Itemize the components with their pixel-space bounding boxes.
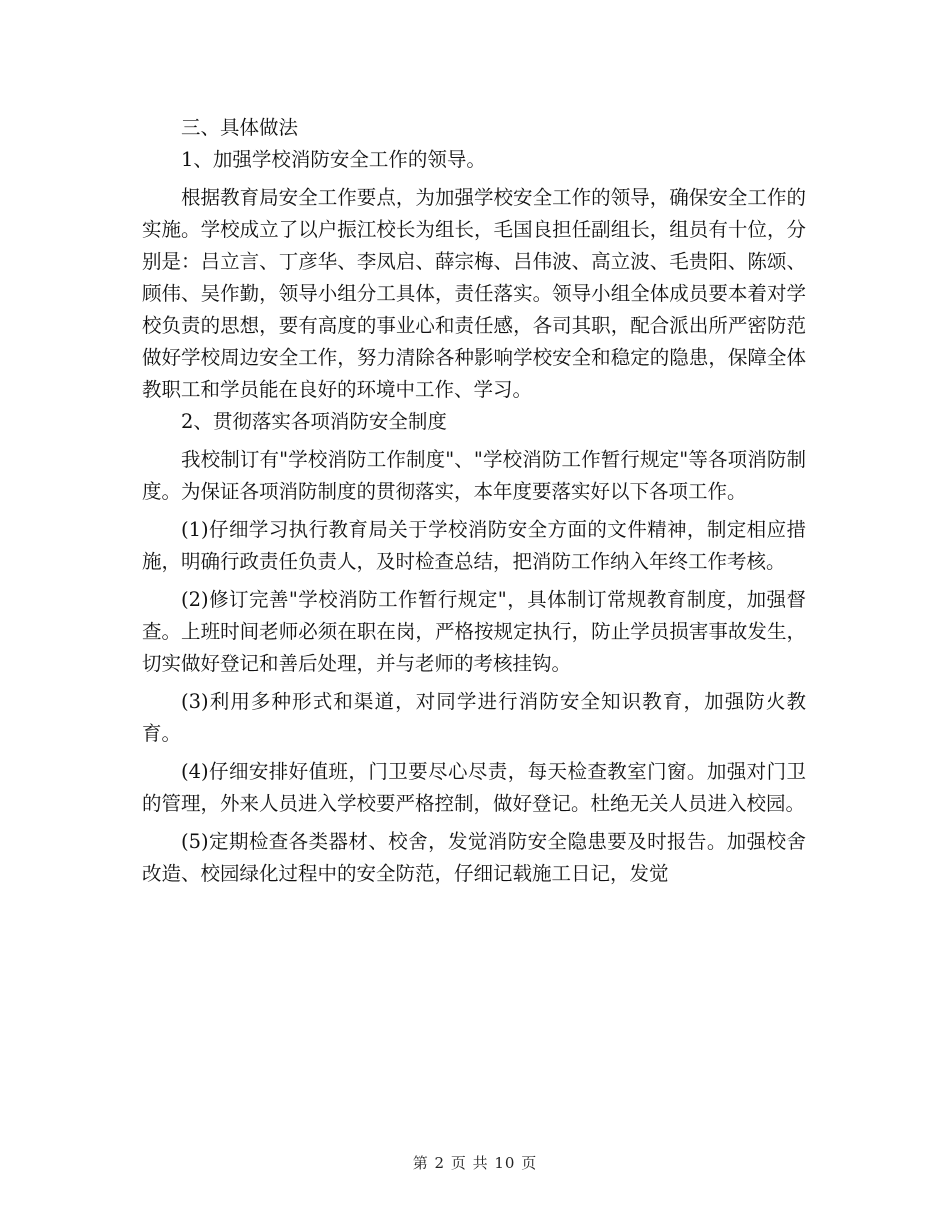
sub-item-1: (1)仔细学习执行教育局关于学校消防安全方面的文件精神，制定相应措施，明确行政责任负责人，及时检查总结，把消防工作纳入年终工作考核。 <box>142 518 806 573</box>
item2-heading: 2、贯彻落实各项消防安全制度 <box>181 410 447 433</box>
item1-heading: 1、加强学校消防安全工作的领导。 <box>181 148 486 171</box>
sub-item-2: (2)修订完善"学校消防工作暂行规定"，具体制订常规教育制度，加强督查。上班时间老师必须在职在岗，严格按规定执行，防止学员损害事故发生，切实做好登记和善后处理，并与老师的考核挂钩。 <box>142 588 806 675</box>
sub-item-4: (4)仔细安排好值班，门卫要尽心尽责，每天检查教室门窗。加强对门卫的管理，外来人员进入学校要严格控制，做好登记。杜绝无关人员进入校园。 <box>142 760 806 815</box>
sub-item-5: (5)定期检查各类器材、校舍，发觉消防安全隐患要及时报告。加强校舍改造、校园绿化过程中的安全防范，仔细记载施工日记，发觉 <box>142 830 806 885</box>
item1-paragraph: 根据教育局安全工作要点，为加强学校安全工作的领导，确保安全工作的实施。学校成立了以户振江校长为组长，毛国良担任副组长，组员有十位，分别是：吕立言、丁彦华、李凤启、薛宗梅、吕伟波、高立波、毛贵阳、陈颂、顾伟、吴作勤，领导小组分工具体，责任落实。领导小组全体成员要本着对学校负责的思想，要有高度的事业心和责任感，各司其职，配合派出所严密防范做好学校周边安全工作，努力清除各种影响学校安全和稳定的隐患，保障全体教职工和学员能在良好的环境中工作、学习。 <box>142 186 806 401</box>
item2-paragraph: 我校制订有"学校消防工作制度"、"学校消防工作暂行规定"等各项消防制度。为保证各项消防制度的贯彻落实，本年度要落实好以下各项工作。 <box>142 448 806 503</box>
sub-item-3: (3)利用多种形式和渠道，对同学进行消防安全知识教育，加强防火教育。 <box>142 690 806 745</box>
document-body <box>142 112 806 890</box>
section-heading: 三、具体做法 <box>181 116 299 139</box>
page-number-footer: 第 2 页 共 10 页 <box>412 1154 538 1172</box>
